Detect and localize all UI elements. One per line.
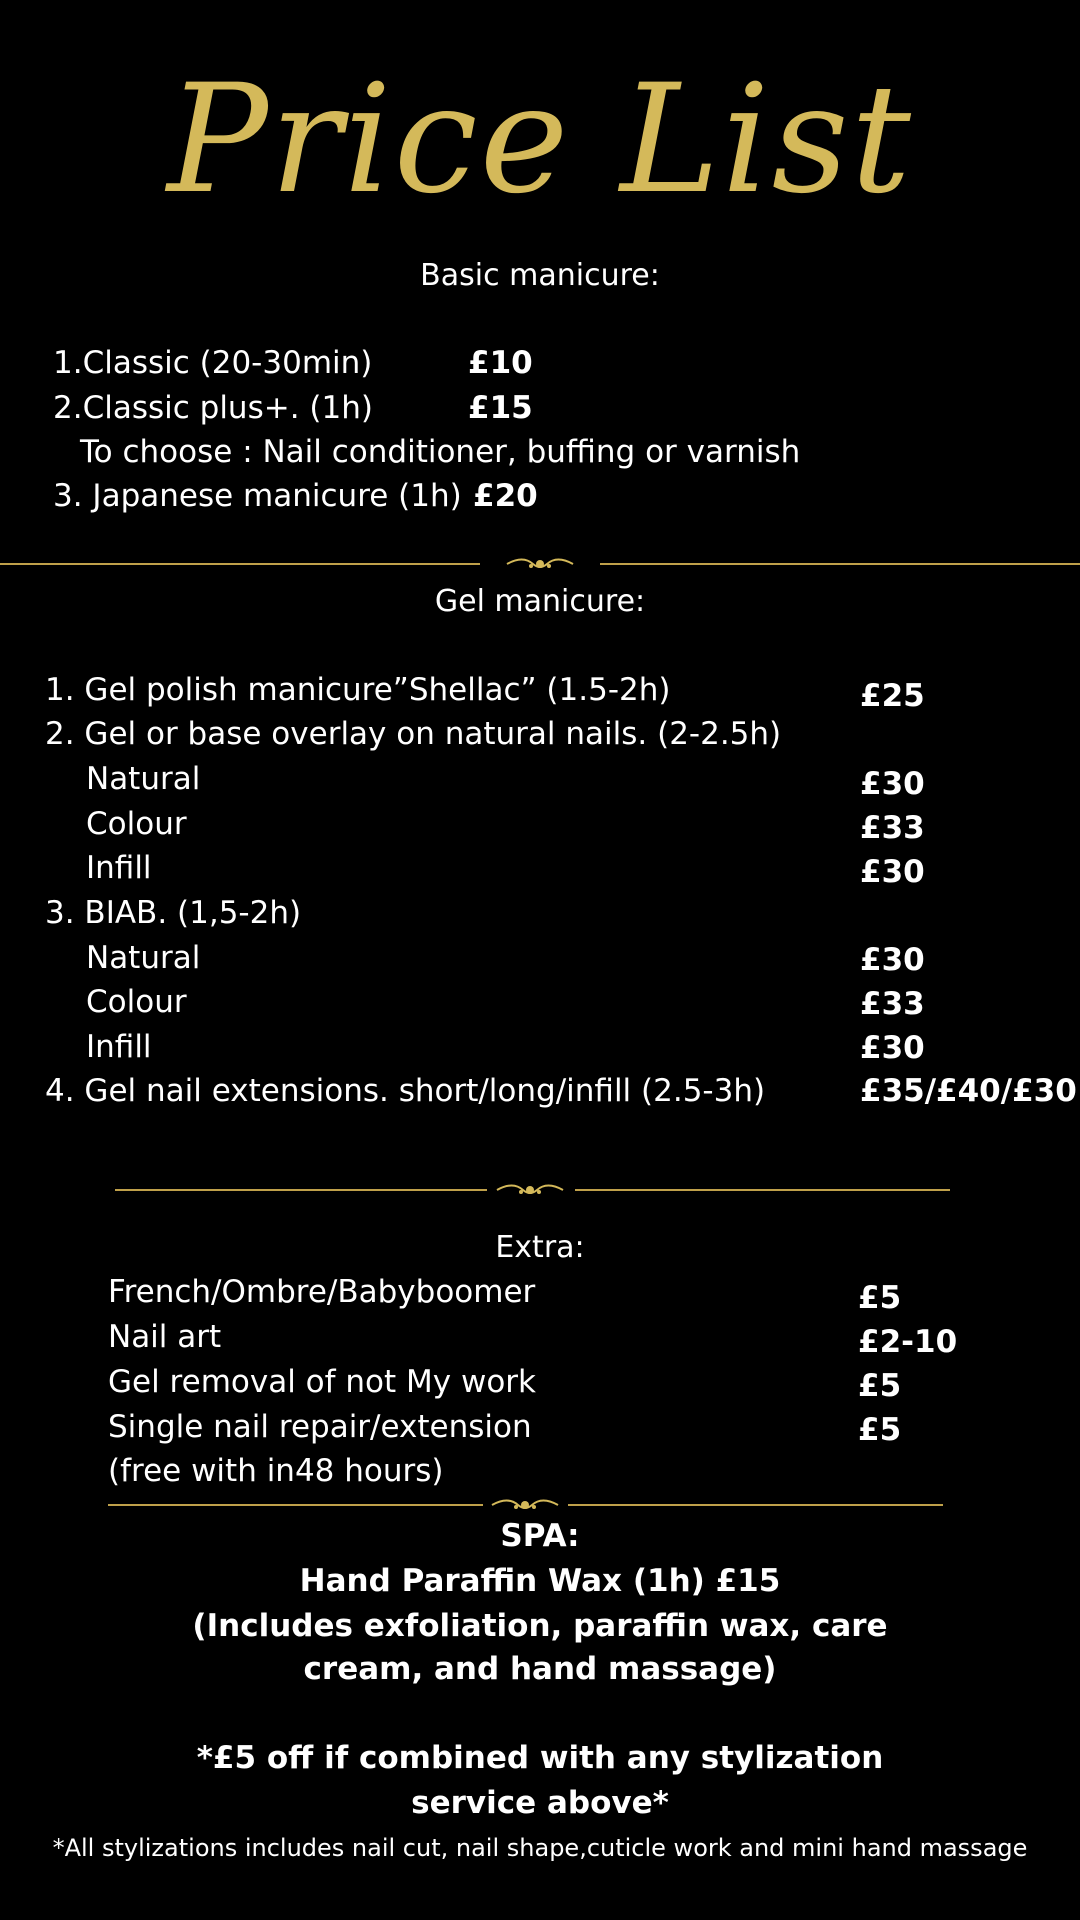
basic-item-note: To choose : Nail conditioner, buffing or varnish	[80, 434, 801, 470]
extra-item-price: £5	[858, 1412, 902, 1448]
gel-item-price: £33	[860, 986, 925, 1022]
gel-item-price: £30	[860, 942, 925, 978]
extra-item-label: Nail art	[108, 1319, 222, 1355]
scroll-ornament-icon	[490, 1494, 560, 1516]
gel-manicure-heading: Gel manicure:	[434, 584, 646, 619]
basic-item-label: 1.Classic (20-30min)	[53, 345, 373, 381]
gel-item-price: £30	[860, 1030, 925, 1066]
extra-item-label: Gel removal of not My work	[108, 1364, 536, 1400]
gel-item-price: £33	[860, 810, 925, 846]
extra-item-price: £5	[858, 1280, 902, 1316]
gel-item-price: £30	[860, 766, 925, 802]
basic-manicure-heading: Basic manicure:	[420, 258, 660, 293]
gel-item-label: 4. Gel nail extensions. short/long/infill (2.5-3h)	[45, 1073, 766, 1109]
scroll-ornament-icon	[495, 1179, 565, 1201]
extra-heading: Extra:	[495, 1230, 585, 1265]
extra-item-label: Single nail repair/extension	[108, 1409, 532, 1445]
basic-item-price: £15	[468, 390, 533, 426]
gel-item-label: 1. Gel polish manicure”Shellac” (1.5-2h)	[45, 672, 671, 708]
page-title: Price List	[167, 53, 913, 227]
scroll-ornament-icon	[505, 553, 575, 575]
extra-item-note: (free with in48 hours)	[108, 1453, 444, 1489]
extra-item-price: £2-10	[858, 1324, 958, 1360]
spa-heading: SPA:	[500, 1518, 580, 1554]
ornamental-divider	[0, 553, 1080, 575]
spa-offer-line: service above*	[411, 1785, 669, 1821]
basic-item-price: £10	[468, 345, 533, 381]
spa-offer-line: *£5 off if combined with any stylization	[196, 1740, 884, 1776]
gel-item-price: £35/£40/£30	[860, 1073, 1077, 1109]
gel-item-label: Infill	[86, 1029, 152, 1065]
basic-item-label: 2.Classic plus+. (1h)	[53, 390, 373, 426]
gel-item-label: Infill	[86, 850, 152, 886]
gel-item-price: £30	[860, 854, 925, 890]
gel-item-label: Colour	[86, 984, 187, 1020]
extra-item-label: French/Ombre/Babyboomer	[108, 1274, 536, 1310]
gel-item-price: £25	[860, 678, 925, 714]
gel-item-label: 2. Gel or base overlay on natural nails. (2-2.5h)	[45, 716, 782, 752]
gel-item-label: Natural	[86, 940, 201, 976]
ornamental-divider	[108, 1494, 943, 1516]
gel-item-label: 3. BIAB. (1,5-2h)	[45, 895, 302, 931]
extra-item-price: £5	[858, 1368, 902, 1404]
basic-item-price: £20	[473, 478, 538, 514]
gel-item-label: Colour	[86, 806, 187, 842]
footnote: *All stylizations includes nail cut, nail shape,cuticle work and mini hand massage	[52, 1834, 1028, 1862]
ornamental-divider	[115, 1179, 950, 1201]
spa-description-line: (Includes exfoliation, paraffin wax, care	[192, 1608, 888, 1644]
spa-description-line: cream, and hand massage)	[303, 1651, 777, 1687]
spa-service-line: Hand Paraffin Wax (1h) £15	[299, 1563, 781, 1599]
gel-item-label: Natural	[86, 761, 201, 797]
basic-item-label: 3. Japanese manicure (1h)	[53, 478, 462, 514]
